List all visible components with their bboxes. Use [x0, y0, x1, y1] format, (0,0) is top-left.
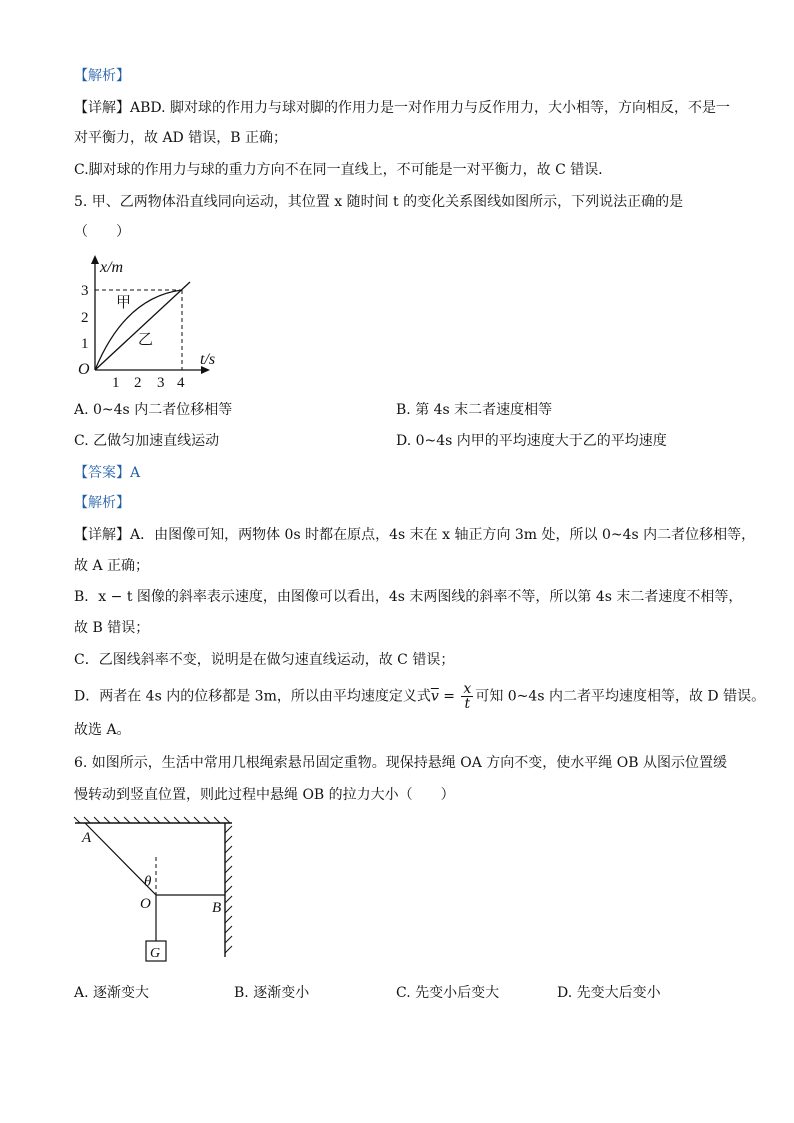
q6-option-d: D. 先变大后变小: [557, 985, 661, 1001]
ceiling-hatch: [74, 817, 230, 823]
q5-detail-line: 故 B 错误；: [74, 620, 150, 636]
fraction-numerator: x: [463, 681, 472, 697]
analysis-label: 【解析】: [74, 68, 130, 84]
wall-hatch: [225, 826, 232, 953]
q5-option-a: A. 0~4s 内二者位移相等: [74, 402, 233, 418]
q6-option-c: C. 先变小后变大: [396, 985, 500, 1001]
formula-suffix: 可知 0~4s 内二者平均速度相等，故 D 错误。: [475, 688, 766, 705]
q5-stem-bracket: （ ）: [74, 224, 130, 240]
q6-stem: 6. 如图所示，生活中常用几根绳索悬吊固定重物。现保持悬绳 OA 方向不变，使水平绳 OB 从图示位置缓: [74, 755, 727, 771]
q5-option-d: D. 0~4s 内甲的平均速度大于乙的平均速度: [396, 433, 667, 449]
q5-detail-line: B．x − t 图像的斜率表示速度，由图像可以看出，4s 末两图线的斜率不等，所以第 4s 末二者速度不相等，: [74, 589, 743, 605]
label-G: G: [150, 946, 161, 961]
q6-option-a: A. 逐渐变大: [74, 985, 150, 1001]
label-B: B: [212, 900, 222, 916]
q5-analysis-label: 【解析】: [74, 495, 130, 511]
q6-option-b: B. 逐渐变小: [234, 985, 310, 1001]
label-A: A: [82, 830, 92, 846]
q5-option-b: B. 第 4s 末二者速度相等: [396, 402, 553, 418]
label-yi: 乙: [138, 332, 154, 348]
q5-detail-formula-line: [74, 682, 765, 711]
avg-velocity-symbol: $\overline{v}$: [430, 688, 439, 705]
detail-line: C.脚对球的作用力与球的重力方向不在同一直线上，不可能是一对平衡力，故 C 错误．: [74, 162, 613, 178]
x-tick-2: 2: [134, 375, 142, 391]
y-axis-label: x/m: [100, 259, 124, 276]
y-tick-2: 2: [81, 310, 89, 326]
y-tick-3: 3: [81, 283, 89, 299]
label-O: O: [140, 896, 151, 912]
q5-answer: 【答案】A: [74, 465, 141, 481]
formula-prefix: D．两者在 4s 内的位移都是 3m，所以由平均速度定义式: [74, 688, 431, 705]
q5-detail-line: 故 A 正确；: [74, 558, 150, 574]
q5-option-c: C. 乙做匀加速直线运动: [74, 433, 220, 449]
q6-stem: 慢转动到竖直位置，则此过程中悬绳 OB 的拉力大小（ ）: [74, 787, 455, 803]
line-yi: [95, 282, 190, 370]
x-tick-3: 3: [157, 375, 165, 391]
origin-label: O: [78, 361, 90, 378]
q5-conclusion: 故选 A。: [74, 722, 131, 738]
y-axis-arrow: [91, 255, 99, 264]
q5-stem: 5. 甲、乙两物体沿直线同向运动，其位置 x 随时间 t 的变化关系图线如图所示，下列说法正确的是: [74, 194, 684, 210]
x-axis-label: t/s: [200, 351, 216, 368]
label-jia: 甲: [116, 295, 132, 311]
fraction-x-over-t: [461, 682, 473, 711]
formula-equals: =: [438, 688, 460, 705]
fraction-denominator: t: [464, 696, 471, 712]
detail-line: 【详解】ABD. 脚对球的作用力与球对脚的作用力是一对作用力与反作用力，大小相等，方向相反，不是一: [74, 100, 731, 116]
q5-detail-line: C．乙图线斜率不变，说明是在做匀速直线运动，故 C 错误；: [74, 652, 455, 668]
detail-line: 对平衡力，故 AD 错误，B 正确；: [74, 130, 287, 146]
q5-detail-line: 【详解】A．由图像可知，两物体 0s 时都在原点，4s 末在 x 轴正方向 3m 处，所以 0~4s 内二者位移相等，: [74, 527, 756, 543]
q5-xt-graph: [70, 252, 220, 392]
q6-rope-figure: [70, 815, 245, 975]
x-tick-4: 4: [177, 375, 185, 391]
label-theta: θ: [144, 874, 152, 890]
x-tick-1: 1: [112, 375, 120, 391]
y-tick-1: 1: [81, 336, 89, 352]
